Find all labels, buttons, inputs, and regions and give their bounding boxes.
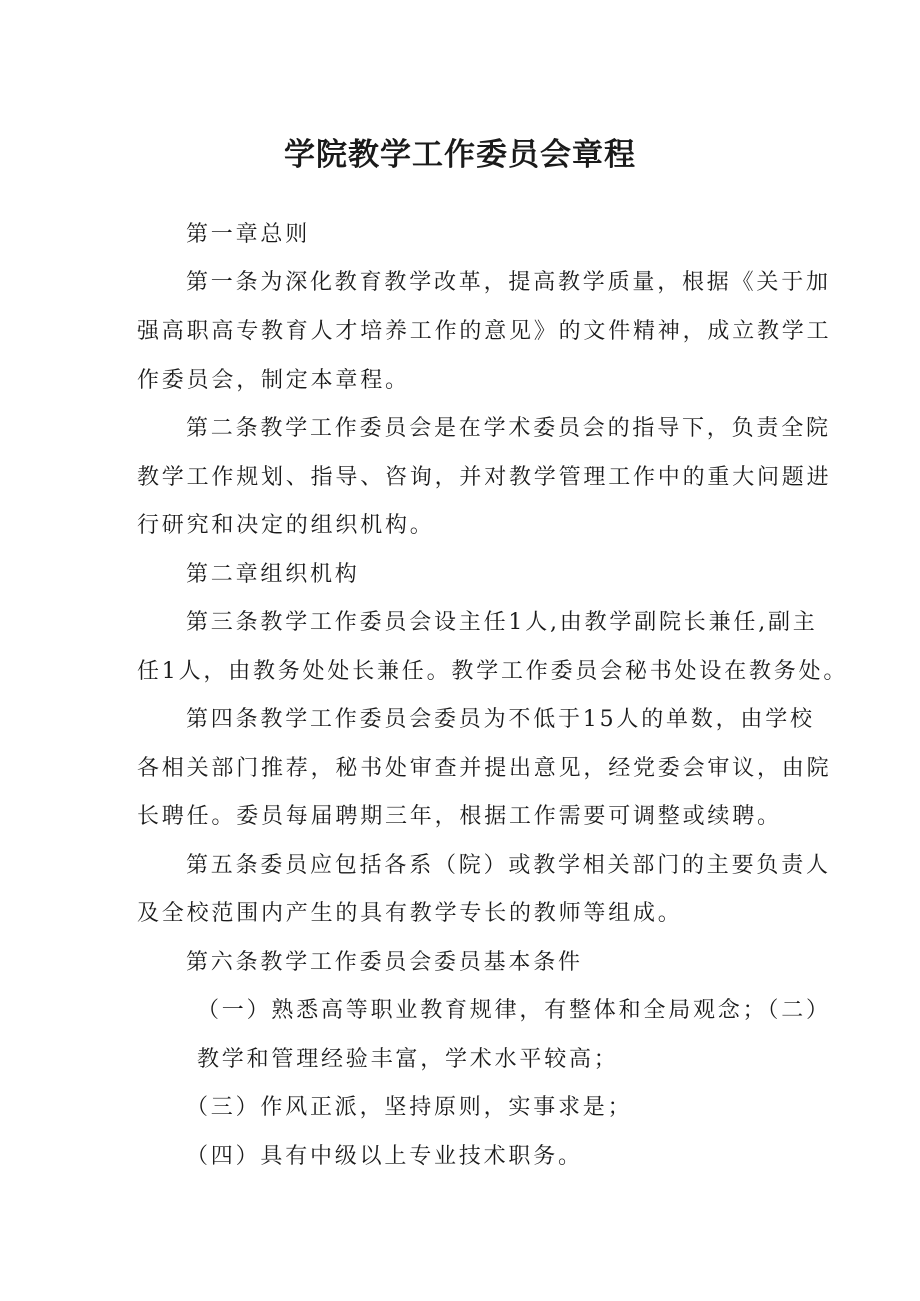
paragraph-line: 作委员会，制定本章程。: [137, 368, 410, 393]
document-title: 学院教学工作委员会章程: [284, 137, 636, 173]
paragraph-line: 强高职高专教育人才培养工作的意见》的文件精神，成立教学工: [137, 319, 832, 344]
paragraph-line: 教学工作规划、指导、咨询，并对教学管理工作中的重大问题进: [137, 465, 832, 490]
paragraph-line: 及全校范围内产生的具有教学专长的教师等组成。: [137, 901, 683, 926]
chapter-heading-2: 第二章组织机构: [186, 562, 360, 587]
paragraph-line: 行研究和决定的组织机构。: [137, 513, 435, 538]
chapter-heading-1: 第一章总则: [186, 222, 311, 247]
paragraph-line: 第三条教学工作委员会设主任1人,由教学副院长兼任,副主: [186, 610, 818, 635]
paragraph-line: 长聘任。委员每届聘期三年，根据工作需要可调整或续聘。: [137, 804, 782, 829]
list-item: （一）熟悉高等职业教育规律，有整体和全局观念；（二）: [197, 998, 831, 1023]
list-item: 教学和管理经验丰富，学术水平较高；: [197, 1047, 619, 1072]
paragraph-line: 第四条教学工作委员会委员为不低于15人的单数，由学校: [186, 707, 815, 732]
paragraph-line: 第五条委员应包括各系（院）或教学相关部门的主要负责人: [186, 853, 831, 878]
paragraph-line: 第二条教学工作委员会是在学术委员会的指导下，负责全院: [186, 416, 831, 441]
list-item: （三）作风正派，坚持原则，实事求是；: [186, 1095, 633, 1120]
paragraph-line: 任1人，由教务处处长兼任。教学工作委员会秘书处设在教务处。: [137, 659, 849, 684]
paragraph-line: 第六条教学工作委员会委员基本条件: [186, 950, 583, 975]
paragraph-line: 第一条为深化教育教学改革，提高教学质量，根据《关于加: [186, 270, 831, 295]
list-item: （四）具有中级以上专业技术职务。: [186, 1144, 583, 1169]
paragraph-line: 各相关部门推荐，秘书处审查并提出意见，经党委会审议，由院: [137, 756, 832, 781]
